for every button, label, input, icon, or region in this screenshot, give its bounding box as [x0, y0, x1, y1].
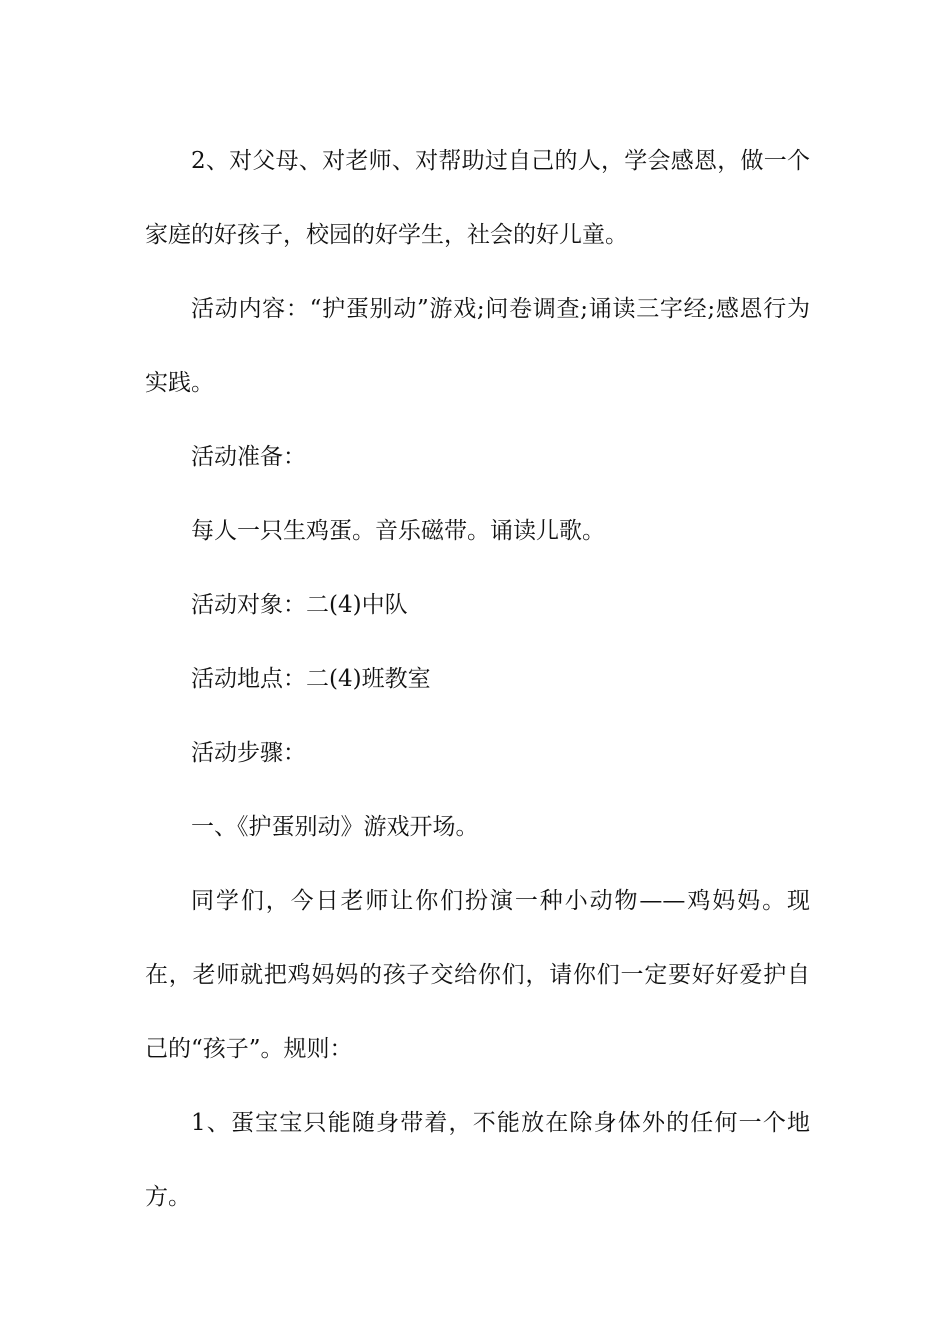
paragraph-step-1-intro: 同学们，今日老师让你们扮演一种小动物——鸡妈妈。现在，老师就把鸡妈妈的孩子交给你们，请你们一定要好好爱护自己的“孩子”。规则： [145, 888, 810, 1062]
paragraph-preparation-heading: 活动准备： [191, 444, 306, 470]
paragraph-activity-content: 活动内容：“护蛋别动”游戏;问卷调查;诵读三字经;感恩行为实践。 [145, 296, 810, 396]
paragraph-activity-location: 活动地点：二(4)班教室 [191, 666, 431, 692]
paragraph-rule-1: 1、蛋宝宝只能随身带着，不能放在除身体外的任何一个地方。 [145, 1110, 810, 1210]
document-body [145, 124, 810, 1234]
paragraph-step-1-title: 一、《护蛋别动》游戏开场。 [191, 814, 479, 840]
paragraph-preparation-items: 每人一只生鸡蛋。音乐磁带。诵读儿歌。 [191, 518, 605, 544]
paragraph-goal-2: 2、对父母、对老师、对帮助过自己的人，学会感恩，做一个家庭的好孩子，校园的好学生，社会的好儿童。 [145, 148, 810, 248]
paragraph-activity-target: 活动对象：二(4)中队 [191, 592, 408, 618]
paragraph-steps-heading: 活动步骤： [191, 740, 306, 766]
